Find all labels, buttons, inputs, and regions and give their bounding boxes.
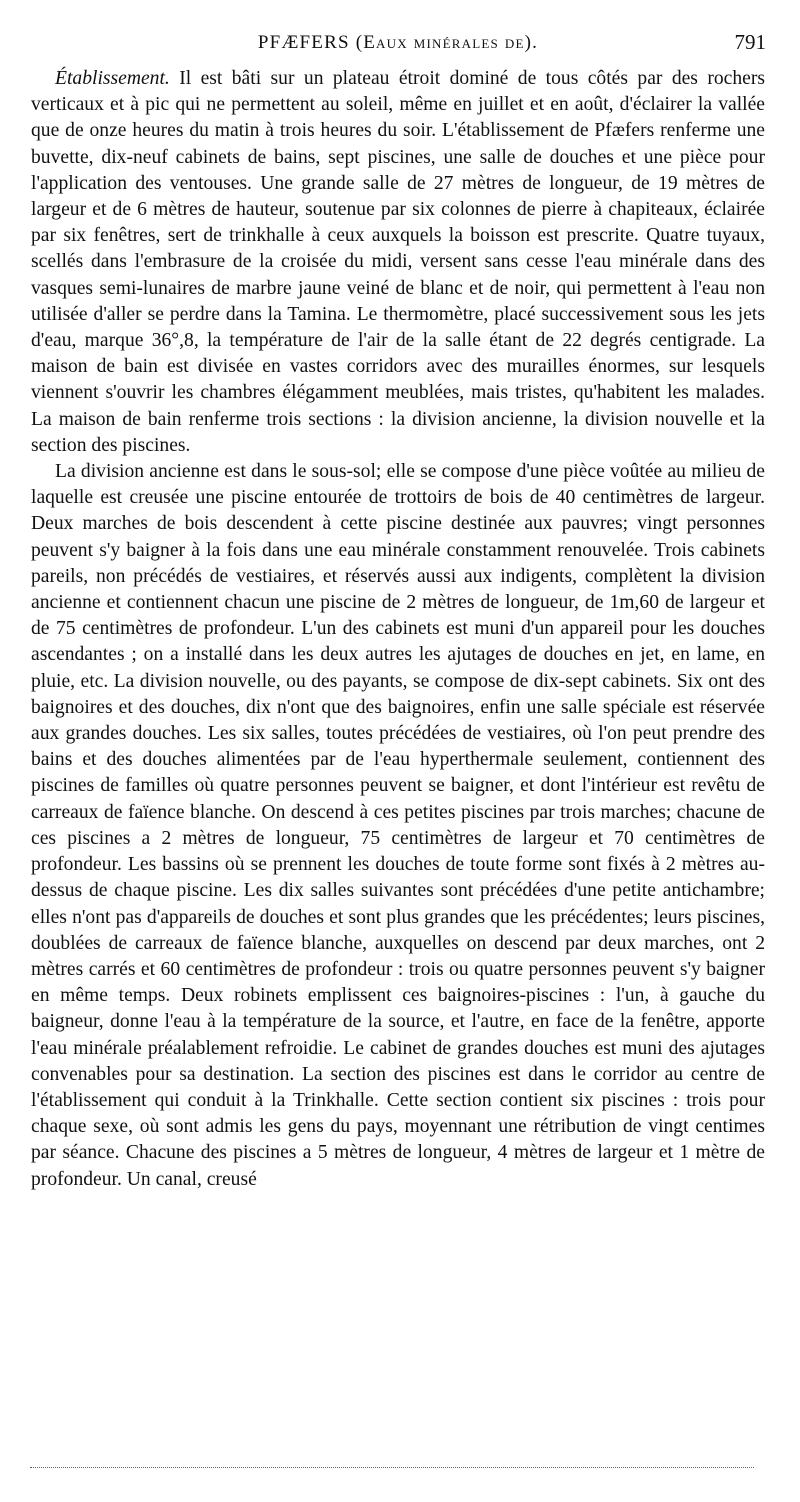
paragraph-lead: Établissement. xyxy=(55,68,170,89)
paragraph-etablissement xyxy=(31,66,765,459)
page-number: 791 xyxy=(734,30,766,54)
running-title: PFÆFERS (Eaux minérales de). xyxy=(257,32,539,53)
paragraph-text: La division ancienne est dans le sous-sol; elle se compose d'une pièce voûtée au milieu de laquelle est creusée une piscine entourée de trottoirs de bois de 40 centimètres de largeur. Deux marches de bois descendent à cette piscine destinée aux pauvres; vingt personnes peuvent s'y baigner à la fois dans une eau minérale constamment renouvelée. Trois cabinets pareils, non précédés de vestiaires, et réservés aussi aux indigents, complètent la division ancienne et contiennent chacun une piscine de 2 mètres de longueur, de 1m,60 de largeur et de 75 centimètres de profondeur. L'un des cabinets est muni d'un appareil pour les douches ascendantes ; on a installé dans les deux autres les ajutages de douches en jet, en lame, en pluie, etc. La division nouvelle, ou des payants, se compose de dix-sept cabinets. Six ont des baignoires et des douches, dix n'ont que des baignoires, enfin une salle spéciale est réservée aux grandes douches. Les six salles, toutes précédées de vestiaires, où l'on peut prendre des bains et des douches alimentées par de l'eau hyperthermale seulement, contiennent des piscines de familles où quatre personnes peuvent se baigner, et dont l'intérieur est revêtu de carreaux de faïence blanche. On descend à ces petites piscines par trois marches; chacune de ces piscines a 2 mètres de longueur, 75 centimètres de largeur et 70 centimètres de profondeur. Les bassins où se prennent les douches de toute forme sont fixés à 2 mètres au-dessus de chaque piscine. Les dix salles suivantes sont précédées d'une petite antichambre; elles n'ont pas d'appareils de douches et sont plus grandes que les précédentes; leurs piscines, doublées de carreaux de faïence blanche, auxquelles on descend par deux marches, ont 2 mètres carrés et 60 centimètres de profondeur : trois ou quatre personnes peuvent s'y baigner en même temps. Deux robinets emplissent ces baignoires-piscines : l'un, à gauche du baigneur, donne l'eau à la température de la source, et l'autre, en face de la fenêtre, apporte l'eau minérale préalablement refroidie. Le cabinet de grandes douches est muni des ajutages convenables pour sa destination. La section des piscines est dans le corridor au centre de l'établissement qui conduit à la Trinkhalle. Cette section contient six piscines : trois pour chaque sexe, où sont admis les gens du pays, moyennant une rétribution de vingt centimes par séance. Chacune des piscines a 5 mètres de longueur, 4 mètres de largeur et 1 mètre de profondeur. Un canal, creusé xyxy=(31,461,765,1190)
paragraph-text: Il est bâti sur un plateau étroit dominé de tous côtés par des rochers verticaux et à pic qui ne permettent au soleil, même en juillet et en août, d'éclairer la vallée que de onze heures du matin à trois heures du soir. L'établissement de Pfæfers renferme une buvette, dix-neuf cabinets de bains, sept piscines, une salle de douches et une pièce pour l'application des ventouses. Une grande salle de 27 mètres de longueur, de 19 mètres de largeur et de 6 mètres de hauteur, soutenue par six colonnes de pierre à chapiteaux, éclairée par six fenêtres, sert de trinkhalle à ceux auxquels la boisson est prescrite. Quatre tuyaux, scellés dans l'embrasure de la croisée du midi, versent sans cesse l'eau minérale dans des vasques semi-lunaires de marbre jaune veiné de blanc et de noir, qui permettent à l'eau non utilisée d'aller se perdre dans la Tamina. Le thermomètre, placé successivement sous les jets d'eau, marque 36°,8, la température de l'air de la salle étant de 22 degrés centigrade. La maison de bain est divisée en vastes corridors avec des murailles énormes, sur lesquels viennent s'ouvrir les chambres élégamment meublées, mais tristes, qu'habitent les malades. La maison de bain renferme trois sections : la division ancienne, la division nouvelle et la section des piscines. xyxy=(31,68,765,456)
footer-dotted-rule xyxy=(30,1467,754,1468)
running-header xyxy=(30,30,766,62)
body-text xyxy=(31,66,765,1193)
paragraph-division-ancienne xyxy=(31,459,765,1193)
